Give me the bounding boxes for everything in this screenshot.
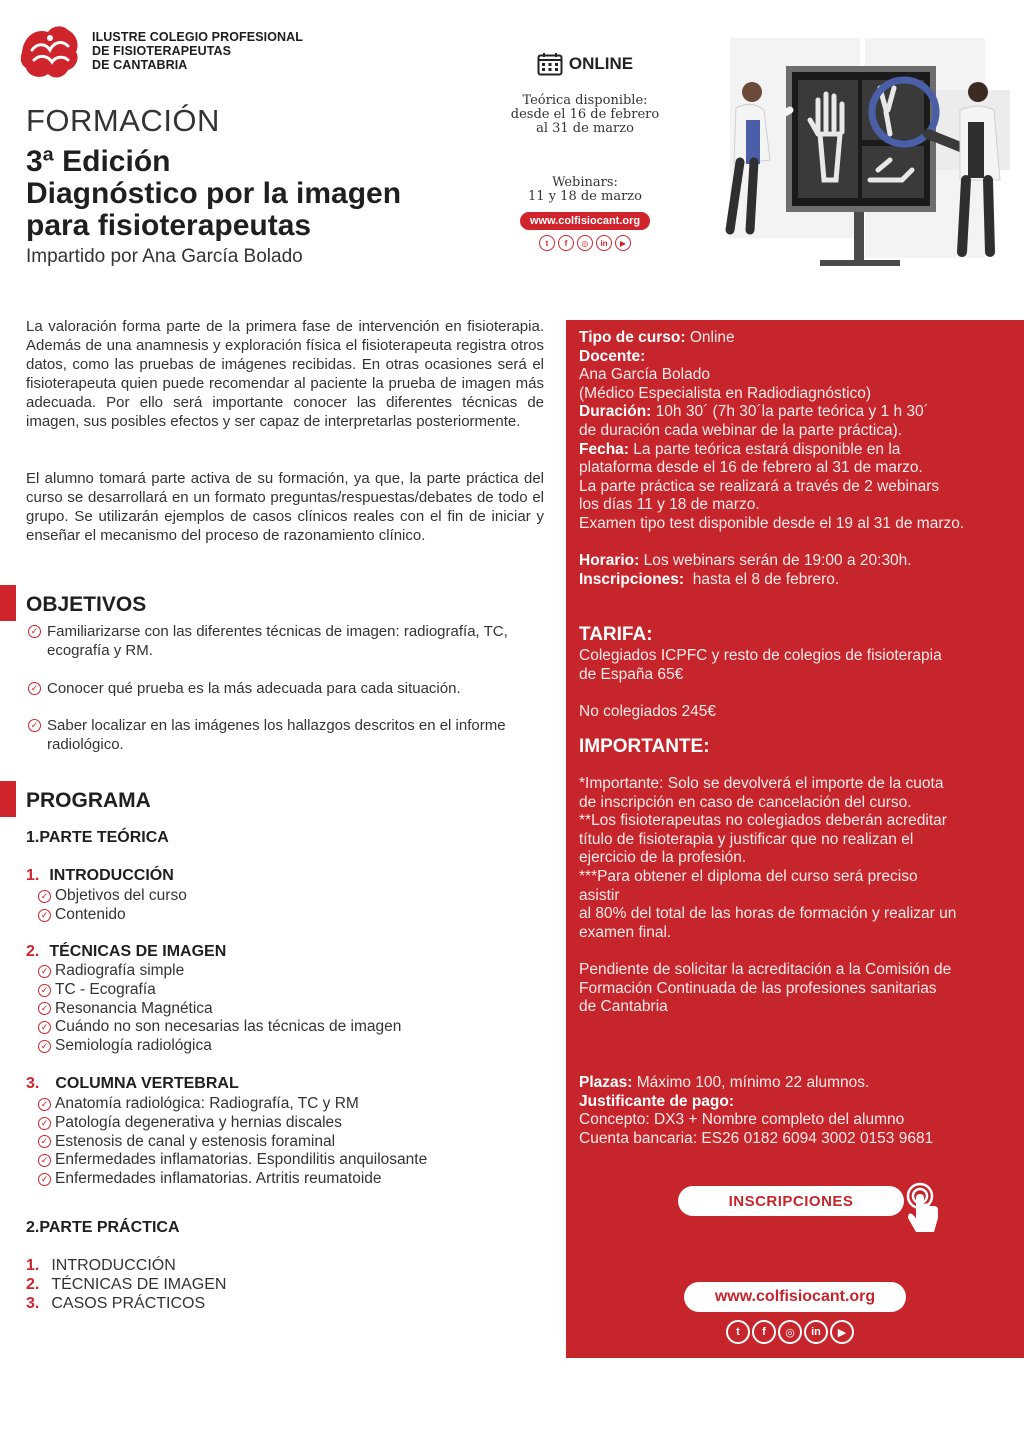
module-item-text: Objetivos del curso [55,887,187,904]
module-item [38,962,401,981]
check-circle-icon: ✓ [38,984,51,997]
course-title [26,146,401,242]
module-items [38,962,401,1056]
course-title-line: 3ª Edición [26,145,171,178]
check-circle-icon: ✓ [38,965,51,978]
duracion-line: 10h 30´ (7h 30´la parte teórica y 1 h 30´ [655,403,929,421]
inscripciones-value: hasta el 8 de febrero. [692,570,840,588]
practica-number: 3. [26,1295,40,1312]
horario-value: Los webinars serán de 19:00 a 20:30h. [643,552,912,569]
module-item [38,887,187,906]
section-accent-bar [0,781,16,817]
plazas-value: Máximo 100, mínimo 22 alumnos. [636,1074,870,1091]
fecha-line: Examen tipo test disponible desde el 19 al 31 de marzo. [579,514,965,532]
acreditacion-line: Formación Continuada de las profesiones sanitarias [579,979,937,997]
online-label: ONLINE [568,54,634,73]
tipo-row [579,329,1004,348]
objective-text [47,679,461,698]
module-item [38,1151,427,1170]
docente-label: Docente: [579,347,646,365]
check-circle-icon: ✓ [38,1117,51,1130]
module-item [38,1037,401,1056]
schedule-details [579,552,1004,589]
module-title [26,867,174,885]
facebook-icon[interactable]: f [752,1320,776,1344]
org-name-line: ILUSTRE COLEGIO PROFESIONAL [92,30,304,44]
practica-number: 1. [26,1257,40,1274]
course-title-line: Diagnóstico por la imagen [26,177,402,210]
colegio-logo [18,22,82,82]
module-items [38,887,187,925]
instagram-icon[interactable]: ◎ [577,235,593,251]
importante-details [579,775,1004,942]
importante-line: ***Para obtener el diploma del curso será preciso [579,867,918,885]
formacion-heading: FORMACIÓN [26,103,220,138]
twitter-icon[interactable]: t [539,235,555,251]
check-circle-icon: ✓ [38,1040,51,1053]
importante-line: título de fisioterapia y justificar que no realizan el [579,830,914,848]
objective-line: Saber localizar en las imágenes los hallazgos descritos en el informe [47,717,506,734]
acreditacion-note [579,961,1004,1017]
module-item [38,1000,401,1019]
module-title-text: COLUMNA VERTEBRAL [55,1075,239,1092]
calendar-icon [537,52,563,76]
website-link[interactable]: www.colfisiocant.org [684,1282,906,1312]
check-circle-icon: ✓ [38,909,51,922]
module-number: 2. [26,943,40,960]
importante-line: **Los fisioterapeutas no colegiados deberán acreditar [579,812,947,830]
module-item [38,1114,427,1133]
youtube-icon[interactable]: ▶ [830,1320,854,1344]
fecha-line: La parte teórica estará disponible en la [633,440,901,458]
objective-line: ecografía y RM. [47,642,153,659]
objective-item [28,716,558,754]
module-item [38,1170,427,1189]
practica-item [26,1256,226,1275]
teorica-availability [500,94,670,136]
check-circle-icon: ✓ [38,1173,51,1186]
module-item-text: Enfermedades inflamatorias. Artritis reumatoide [55,1170,382,1188]
social-icons [500,235,670,251]
section-accent-bar [0,585,16,621]
website-link[interactable]: www.colfisiocant.org [520,212,650,230]
module-item-text: Estenosis de canal y estenosis foraminal [55,1132,336,1150]
part-teorica-title: 1.PARTE TEÓRICA [26,829,169,846]
check-circle-icon: ✓ [38,1135,51,1148]
module-item [38,906,187,925]
tipo-label: Tipo de curso: [579,329,686,346]
acreditacion-line: Pendiente de solicitar la acreditación a la Comisión de [579,961,952,978]
tarifa-line: de España 65€ [579,665,684,683]
course-details [579,329,1004,534]
tipo-value: Online [689,329,735,346]
check-circle-icon: ✓ [38,1021,51,1034]
plazas-label: Plazas: [579,1074,633,1091]
inscripciones-row [579,571,1004,590]
fecha-line: los días 11 y 18 de marzo. [579,496,760,514]
module-item [38,1133,427,1152]
importante-line: *Importante: Solo se devolverá el importe de la cuota [579,775,944,792]
teorica-line: Teórica disponible: [522,93,648,108]
practica-label: INTRODUCCIÓN [51,1257,176,1274]
module-item-text: Anatomía radiológica: Radiografía, TC y RM [55,1095,359,1112]
online-row [500,52,670,76]
inscripciones-button[interactable]: INSCRIPCIONES [678,1186,904,1216]
practica-label: TÉCNICAS DE IMAGEN [51,1276,227,1293]
org-name [92,30,303,72]
objective-item [28,679,558,698]
module-item-text: Semiología radiológica [55,1037,212,1055]
instagram-icon[interactable]: ◎ [778,1320,802,1344]
practica-list [26,1256,226,1313]
teorica-line: desde el 16 de febrero [510,107,660,122]
module-item-text: Enfermedades inflamatorias. Espondilitis anquilosante [55,1151,428,1169]
module-item-text: Contenido [55,905,126,923]
duracion-label: Duración: [579,403,652,421]
module-number: 1. [26,867,40,884]
fecha-line: La parte práctica se realizará a través de 2 webinars [579,477,940,495]
practica-item [26,1275,226,1294]
module-item [38,1095,427,1114]
horario-label: Horario: [579,552,640,569]
objective-line: Familiarizarse con las diferentes técnicas de imagen: radiografía, TC, [47,623,508,640]
check-circle-icon: ✓ [28,625,41,638]
webinars-line: 11 y 18 de marzo [528,189,642,204]
org-name-line: DE FISIOTERAPEUTAS [92,44,232,58]
module-item [38,1018,401,1037]
docente-row [579,348,1004,367]
fecha-label: Fecha: [579,440,629,458]
objective-text [47,716,506,754]
justificante-label: Justificante de pago: [579,1092,735,1110]
acreditacion-line: de Cantabria [579,998,668,1016]
org-name-line: DE CANTABRIA [92,58,188,72]
practica-number: 2. [26,1276,40,1293]
duracion-line: de duración cada webinar de la parte práctica). [579,421,903,439]
importante-line: de inscripción en caso de cancelación del curso. [579,793,912,811]
objective-text [47,622,508,660]
module-title-text: INTRODUCCIÓN [49,867,174,884]
importante-title: IMPORTANTE: [579,736,710,757]
module-item-text: TC - Ecografía [55,980,156,998]
tarifa-title: TARIFA: [579,624,653,645]
tarifa-details [579,647,1004,721]
importante-line: asistir [579,886,620,904]
module-item-text: Radiografía simple [55,962,185,979]
check-circle-icon: ✓ [38,1002,51,1015]
module-item-text: Resonancia Magnética [55,999,213,1017]
social-icons [726,1320,854,1344]
intro-paragraph: El alumno tomará parte activa de su formación, ya que, la parte práctica del curso se desarrollará en un formato preguntas/respuestas/debates de todo el grupo. Se utilizarán ejemplos de casos clínicos reales con el fin de iniciar y enseñar el mecanismo del proceso de razonamiento clínico. [26,470,544,544]
no-colegiados-price: No colegiados 245€ [579,702,717,720]
module-items [38,1095,427,1189]
importante-line: al 80% del total de las horas de formación y realizar un [579,905,957,923]
cuenta-line: Cuenta bancaria: ES26 0182 6094 3002 0153 9681 [579,1129,934,1147]
module-item-text: Cuándo no son necesarias las técnicas de imagen [55,1018,402,1036]
objetivos-title: OBJETIVOS [26,593,147,616]
tarifa-line: Colegiados ICPFC y resto de colegios de fisioterapia [579,647,942,664]
module-title [26,943,226,961]
linkedin-icon[interactable]: in [804,1320,828,1344]
docente-line: Ana García Bolado [579,366,710,384]
webinars-dates [500,176,670,204]
course-info-panel [566,320,1024,1358]
docente-line: (Médico Especialista en Radiodiagnóstico) [579,384,872,402]
payment-details [579,1074,1004,1148]
plazas-row [579,1074,1004,1093]
online-info-block [500,52,670,251]
check-circle-icon: ✓ [28,682,41,695]
importante-line: ejercicio de la profesión. [579,849,747,867]
intro-paragraph: La valoración forma parte de la primera fase de intervención en fisioterapia. Además de una anamnesis y exploración física el fisioterapeuta registra otros datos, como las pruebas de imágenes recibidas. En otras ocasiones será el fisioterapeuta quien puede recomendar al paciente la prueba de imagen más adecuada. Por ello será importante conocer las diferentes técnicas de imagen, sus posibles efectos y ser capaz de interpretarlas posteriormente. [26,318,544,430]
duracion-row [579,403,1004,422]
instructor-line: Impartido por Ana García Bolado [26,246,303,267]
module-number: 3. [26,1075,40,1092]
radiology-illustration [690,30,1020,290]
objective-item [28,622,558,660]
linkedin-icon[interactable]: in [596,235,612,251]
check-circle-icon: ✓ [38,890,51,903]
part-practica-title: 2.PARTE PRÁCTICA [26,1219,180,1236]
fecha-line: plataforma desde el 16 de febrero al 31 de marzo. [579,459,923,477]
check-circle-icon: ✓ [28,719,41,732]
practica-label: CASOS PRÁCTICOS [51,1295,206,1312]
teorica-line: al 31 de marzo [536,121,634,136]
check-circle-icon: ✓ [38,1098,51,1111]
practica-item [26,1294,226,1313]
importante-line: examen final. [579,923,672,941]
webinars-line: Webinars: [552,175,618,190]
module-title-text: TÉCNICAS DE IMAGEN [49,943,227,960]
hand-click-icon[interactable] [902,1182,944,1242]
module-title [26,1075,239,1093]
objective-line: radiológico. [47,736,124,753]
programa-title: PROGRAMA [26,789,151,812]
inscripciones-label: Inscripciones: [579,570,685,588]
fecha-row [579,441,1004,460]
check-circle-icon: ✓ [38,1154,51,1167]
module-item [38,981,401,1000]
objective-line: Conocer qué prueba es la más adecuada para cada situación. [47,680,461,697]
concepto-line: Concepto: DX3 + Nombre completo del alumno [579,1111,905,1129]
module-item-text: Patología degenerativa y hernias discales [55,1113,342,1131]
course-title-line: para fisioterapeutas [26,209,312,242]
twitter-icon[interactable]: t [726,1320,750,1344]
youtube-icon[interactable]: ▶ [615,235,631,251]
horario-row [579,552,1004,571]
justificante-row [579,1093,1004,1112]
facebook-icon[interactable]: f [558,235,574,251]
